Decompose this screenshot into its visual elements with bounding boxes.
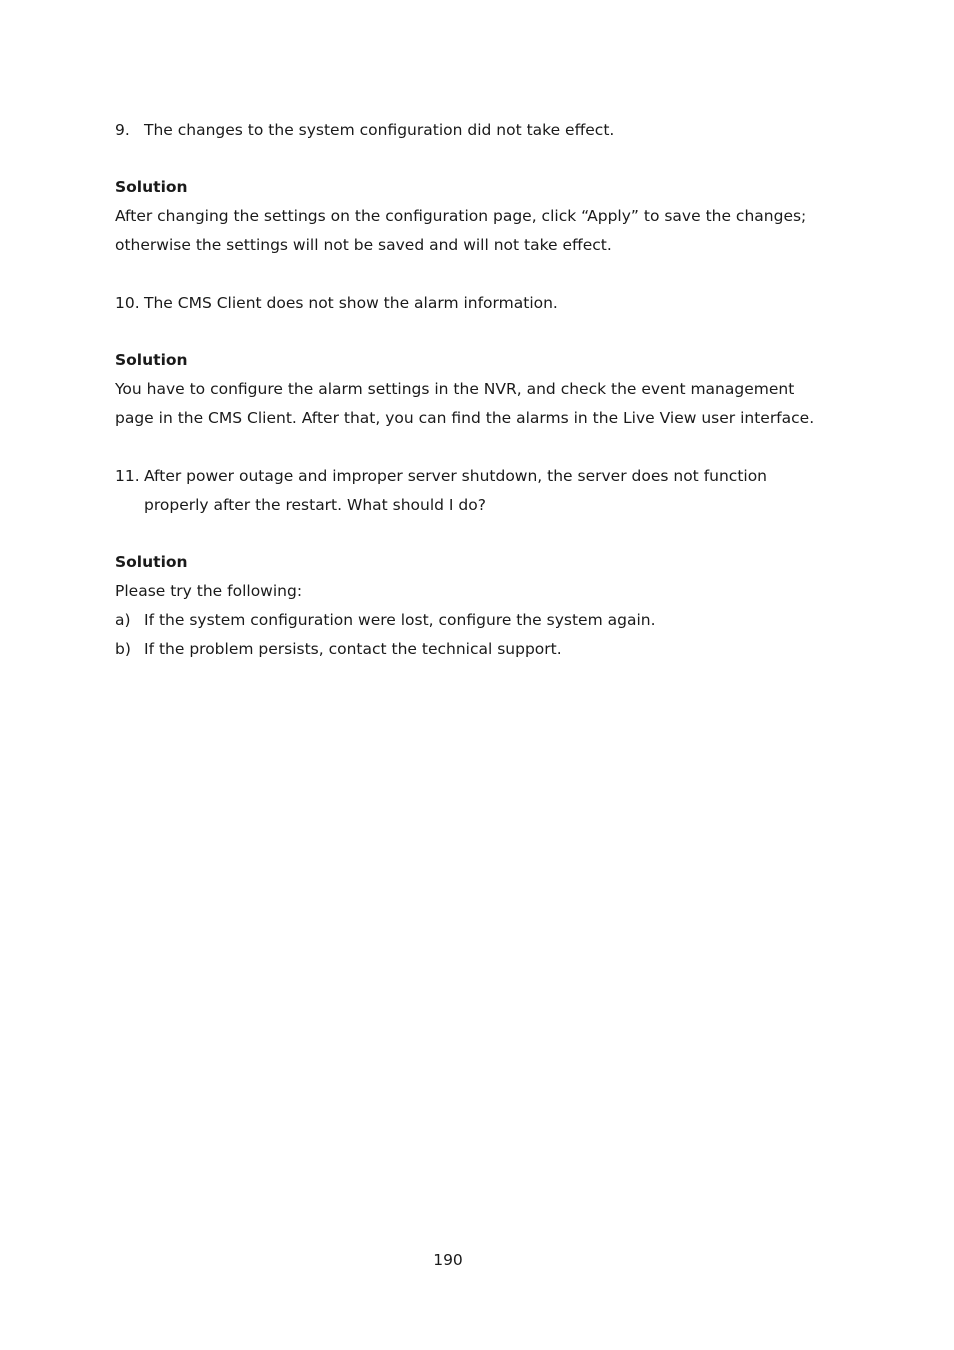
question-text: The CMS Client does not show the alarm information.: [144, 294, 558, 312]
question-text: [144, 462, 855, 520]
solution-text: [115, 202, 855, 260]
solution-11: [115, 548, 855, 664]
question-line: After power outage and improper server shutdown, the server does not function: [144, 467, 768, 485]
solution-step-a: [115, 606, 855, 635]
question-line: properly after the restart. What should I do?: [144, 496, 486, 514]
question-number: 10.: [115, 294, 140, 312]
solution-line: otherwise the settings will not be saved and will not take effect.: [115, 236, 612, 254]
faq-item-11: [115, 462, 855, 520]
step-text: If the system configuration were lost, configure the system again.: [144, 611, 656, 629]
question-9: [115, 116, 855, 145]
solution-line: page in the CMS Client. After that, you can find the alarms in the Live View user interface.: [115, 409, 815, 427]
page-number: 190: [433, 1251, 463, 1269]
solution-line: After changing the settings on the configuration page, click “Apply” to save the changes;: [115, 207, 807, 225]
solution-heading: Solution: [115, 351, 188, 369]
solution-intro: Please try the following:: [115, 582, 303, 600]
question-number: 11.: [115, 467, 140, 485]
solution-line: You have to configure the alarm settings in the NVR, and check the event management: [115, 380, 795, 398]
question-10: [115, 289, 855, 318]
step-text: If the problem persists, contact the technical support.: [144, 640, 562, 658]
step-marker: b): [115, 640, 131, 658]
solution-9: [115, 173, 855, 260]
question-11: [115, 462, 855, 520]
solution-heading: Solution: [115, 178, 188, 196]
question-number: 9.: [115, 121, 130, 139]
solution-heading: Solution: [115, 553, 188, 571]
faq-item-9: [115, 116, 855, 145]
solution-step-b: [115, 635, 855, 664]
solution-10: [115, 346, 855, 433]
question-text: The changes to the system configuration did not take effect.: [144, 121, 615, 139]
solution-text: [115, 375, 855, 433]
faq-item-10: [115, 289, 855, 318]
step-marker: a): [115, 611, 131, 629]
